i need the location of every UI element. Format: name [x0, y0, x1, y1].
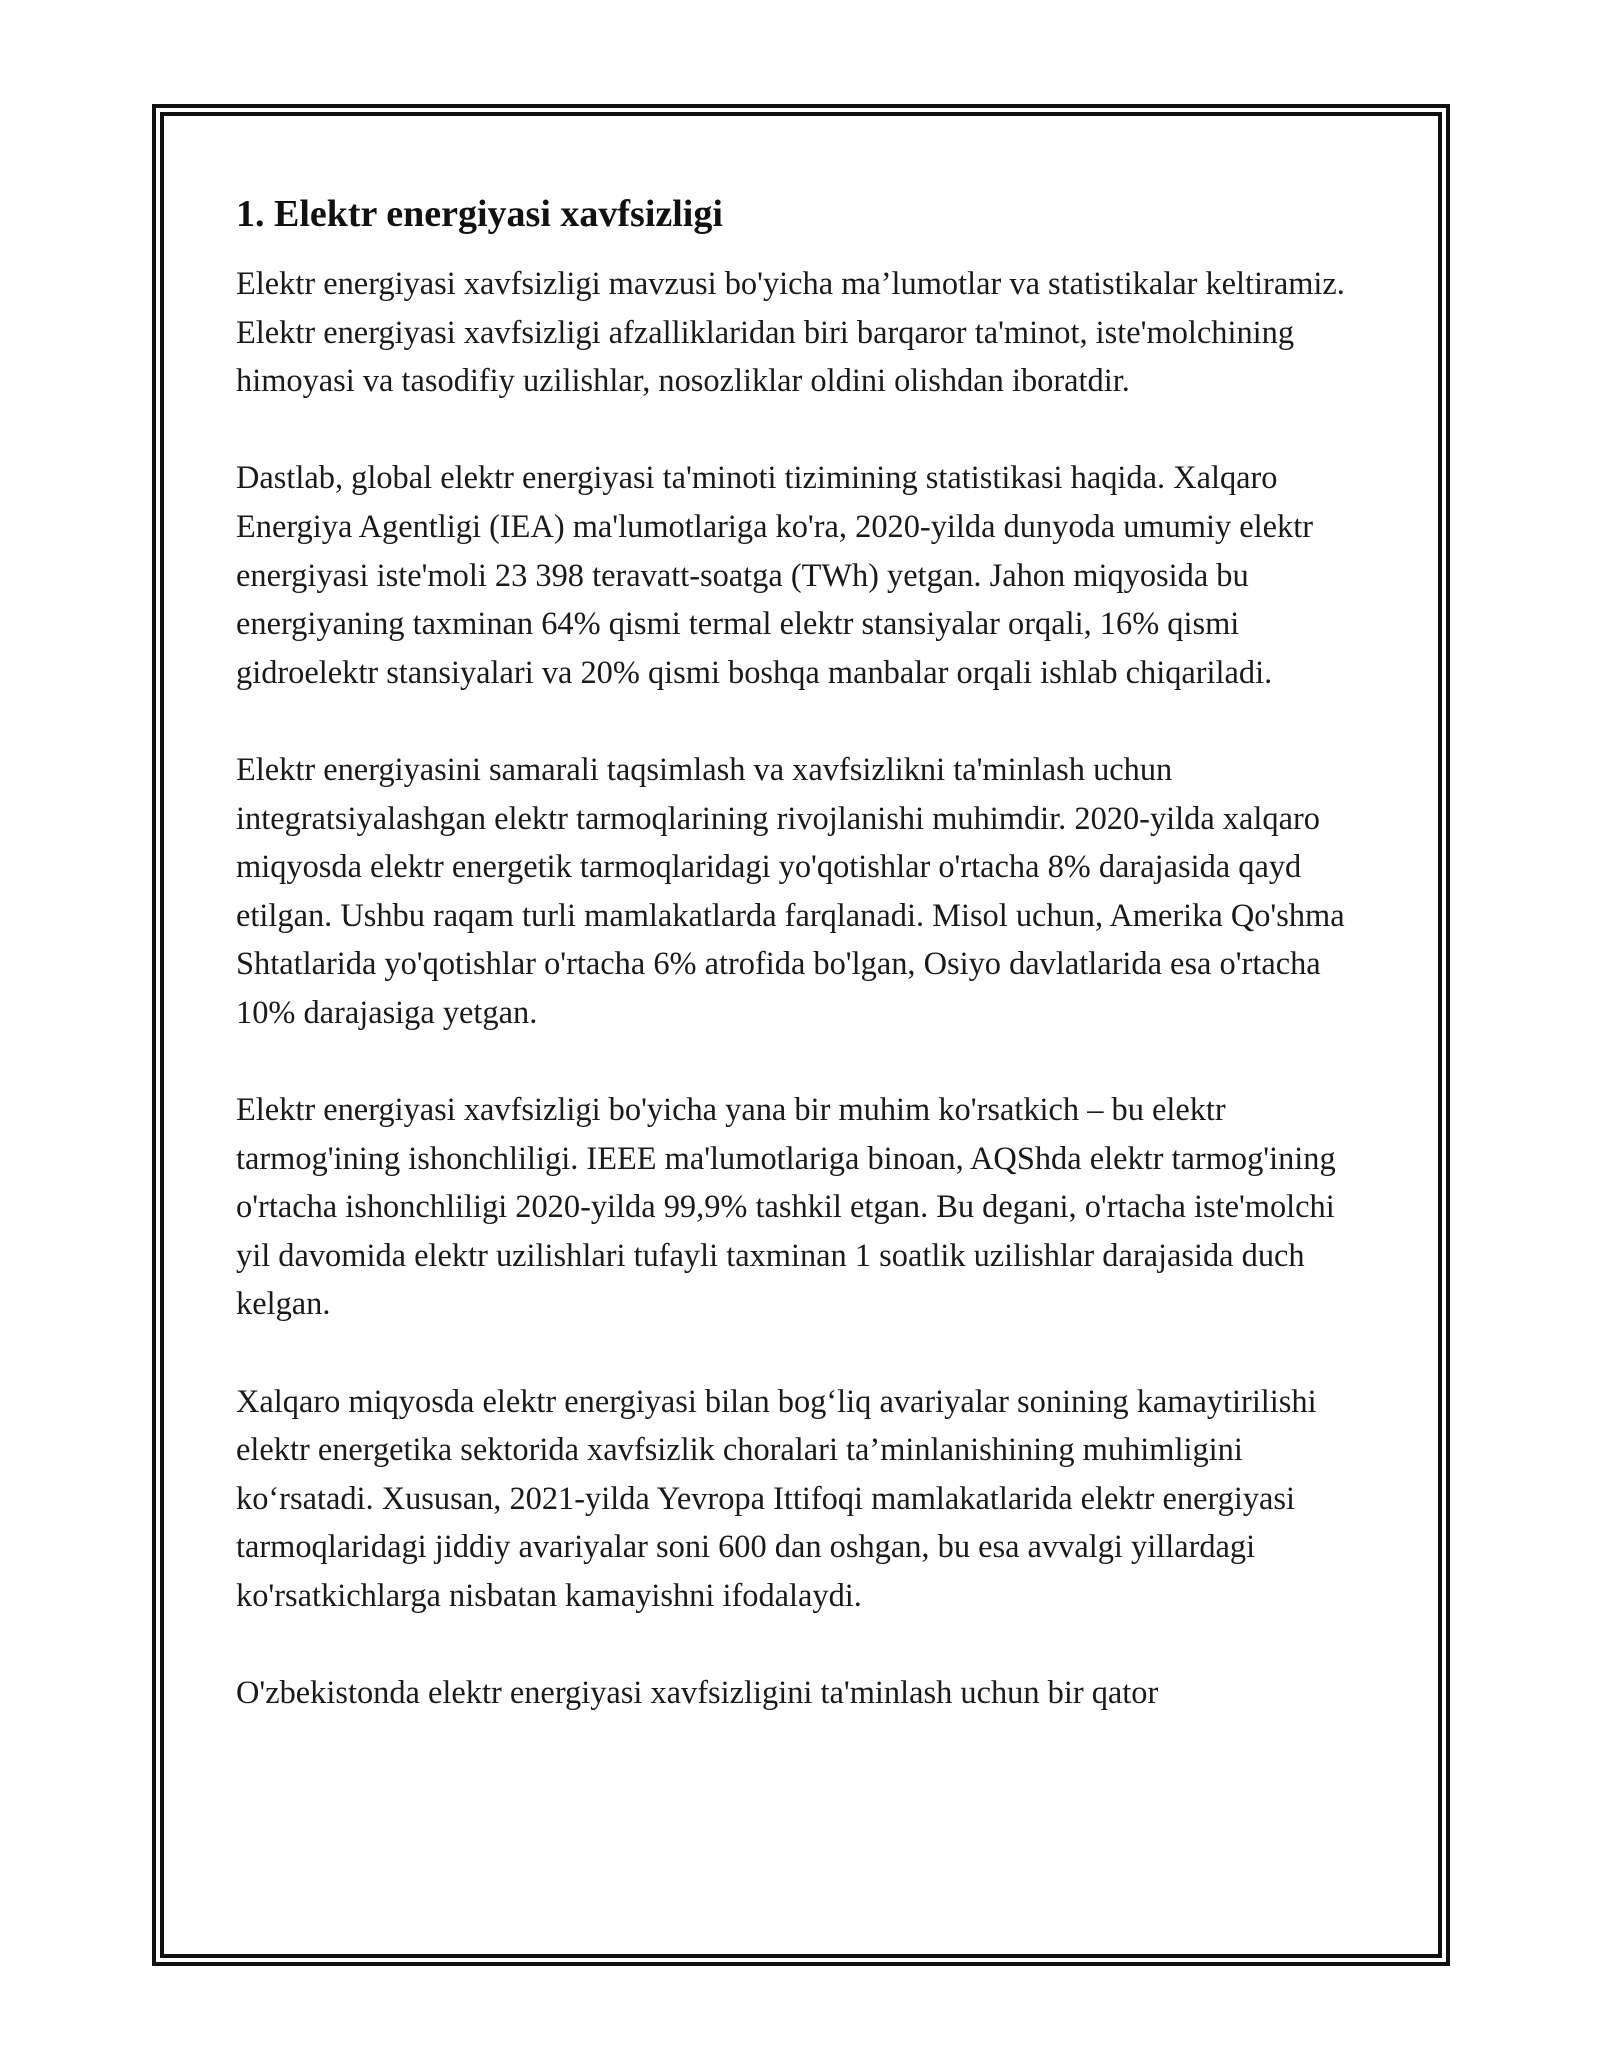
paragraph-intro: Elektr energiyasi xavfsizligi mavzusi bo'yicha ma’lumotlar va statistikalar keltiramiz. Elektr energiyasi xavfsizligi afzalliklaridan biri barqaror ta'minot, iste'molchining himoyasi va tasodifiy uzilishlar, nosozliklar oldini olishdan iboratdir.: [236, 266, 1345, 400]
section-heading: 1. Elektr energiyasi xavfsizligi: [236, 193, 723, 235]
paragraph-accidents: Xalqaro miqyosda elektr energiyasi bilan bog‘liq avariyalar sonining kamaytirilishi elektr energetika sektorida xavfsizlik choralari ta’minlanishining muhimligini ko‘rsatadi. Xususan, 2021-yilda Yevropa Ittifoqi mamlakatlarida elektr energiyasi tarmoqlaridagi jiddiy avariyalar soni 600 dan oshgan, bu esa avvalgi yillardagi ko'rsatkichlarga nisbatan kamayishni ifodalaydi.: [236, 1383, 1317, 1615]
paragraph-uzbekistan: O'zbekistonda elektr energiyasi xavfsizligini ta'minlash uchun bir qator: [236, 1675, 1159, 1712]
paragraph-global-statistics: Dastlab, global elektr energiyasi ta'minoti tizimining statistikasi haqida. Xalqaro Energiya Agentligi (IEA) ma'lumotlariga ko'ra, 2020-yilda dunyoda umumiy elektr energiyasi iste'moli 23 398 teravatt-soatga (TWh) yetgan. Jahon miqyosida bu energiyaning taxminan 64% qismi termal elektr stansiyalar orqali, 16% qismi gidroelektr stansiyalari va 20% qismi boshqa manbalar orqali ishlab chiqariladi.: [236, 460, 1314, 691]
paragraph-grid-reliability: Elektr energiyasi xavfsizligi bo'yicha yana bir muhim ko'rsatkich – bu elektr tarmog'ining ishonchliligi. IEEE ma'lumotlariga binoan, AQShda elektr tarmog'ining o'rtacha ishonchliligi 2020-yilda 99,9% tashkil etgan. Bu degani, o'rtacha iste'molchi yil davomida elektr uzilishlari tufayli taxminan 1 soatlik uzilishlar darajasida duch kelgan.: [236, 1092, 1336, 1323]
document-body: [236, 188, 1366, 1766]
paragraph-grid-losses: Elektr energiyasini samarali taqsimlash va xavfsizlikni ta'minlash uchun integratsiyalashgan elektr tarmoqlarining rivojlanishi muhimdir. 2020-yilda xalqaro miqyosda elektr energetik tarmoqlaridagi yo'qotishlar o'rtacha 8% darajasida qayd etilgan. Ushbu raqam turli mamlakatlarda farqlanadi. Misol uchun, Amerika Qo'shma Shtatlarida yo'qotishlar o'rtacha 6% atrofida bo'lgan, Osiyo davlatlarida esa o'rtacha 10% darajasiga yetgan.: [236, 751, 1345, 1031]
